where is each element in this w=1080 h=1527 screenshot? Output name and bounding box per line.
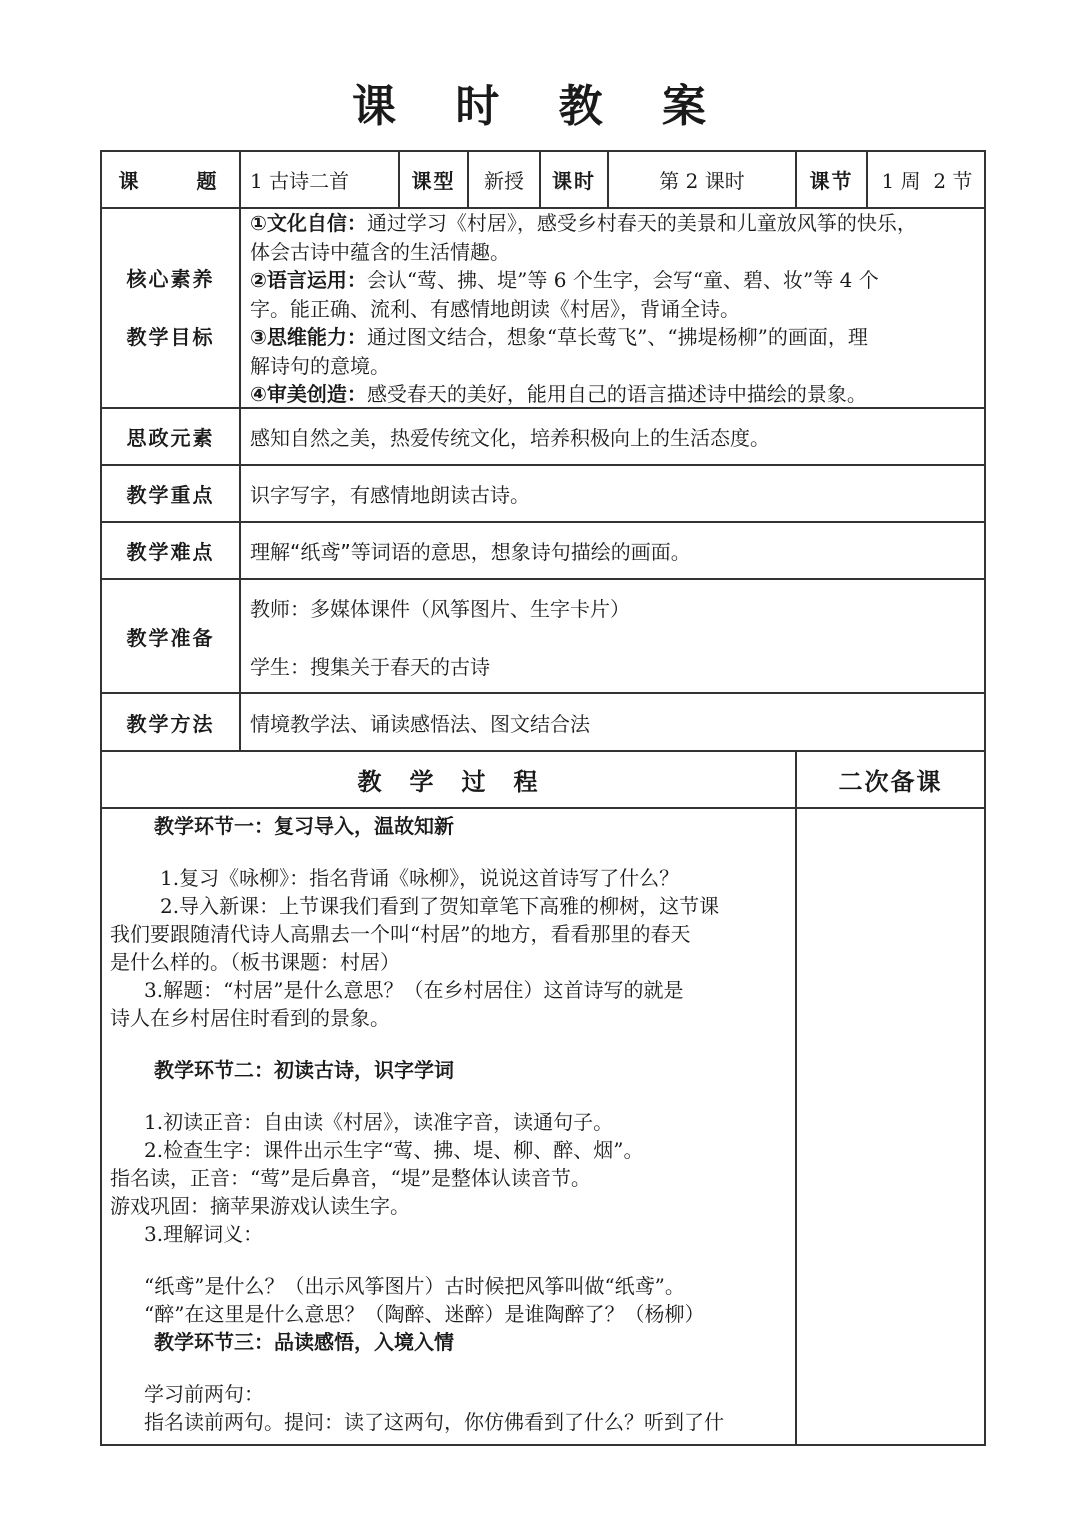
process-step-heading: 教学环节一：复习导入，温故知新 bbox=[154, 814, 454, 838]
goal-item bbox=[250, 209, 978, 238]
goal-continuation: 体会古诗中蕴含的生活情趣。 bbox=[250, 239, 510, 264]
preparation-teacher: 教师：多媒体课件（风筝图片、生字卡片） bbox=[250, 596, 630, 621]
rule bbox=[239, 150, 241, 750]
goal-title: ①文化自信： bbox=[250, 211, 367, 235]
goal-title: ②语言运用： bbox=[250, 268, 367, 292]
key-points-value: 识字写字，有感情地朗读古诗。 bbox=[250, 483, 530, 507]
difficulty-value: 理解“纸鸢”等词语的意思，想象诗句描绘的画面。 bbox=[250, 540, 691, 564]
process-step-heading: 教学环节二：初读古诗，识字学词 bbox=[154, 1058, 454, 1082]
teaching-goals bbox=[250, 209, 978, 409]
process-line: 游戏巩固：摘苹果游戏认读生字。 bbox=[110, 1194, 410, 1218]
process-line: “醉”在这里是什么意思？（陶醉、迷醉）是谁陶醉了？（杨柳） bbox=[144, 1302, 705, 1326]
process-line: “纸鸢”是什么？（出示风筝图片）古时候把风筝叫做“纸鸢”。 bbox=[144, 1274, 685, 1298]
section-label: 课节 bbox=[809, 169, 854, 193]
goal-item bbox=[250, 266, 978, 295]
key-points-label: 教学重点 bbox=[126, 483, 215, 507]
ideology-value: 感知自然之美，热爱传统文化，培养积极向上的生活态度。 bbox=[250, 426, 770, 450]
preparation-label: 教学准备 bbox=[126, 625, 215, 650]
methods-value: 情境教学法、诵读感悟法、图文结合法 bbox=[250, 711, 590, 736]
core-literacy-label: 核心素养 bbox=[126, 266, 215, 291]
topic-value: 1 古诗二首 bbox=[250, 169, 350, 193]
page-title: 课 时 教 案 bbox=[352, 81, 728, 132]
process-line: 3.理解词义： bbox=[144, 1222, 264, 1246]
difficulty-label: 教学难点 bbox=[126, 540, 215, 564]
process-line: 3.解题：“村居”是什么意思？（在乡村居住）这首诗写的就是 bbox=[144, 978, 684, 1002]
process-line: 1.复习《咏柳》：指名背诵《咏柳》，说说这首诗写了什么？ bbox=[160, 866, 680, 890]
process-line: 2.导入新课：上节课我们看到了贺知章笔下高雅的柳树，这节课 bbox=[160, 894, 720, 918]
goal-text: 会认“莺、拂、堤”等 6 个生字，会写“童、碧、妆”等 4 个 bbox=[366, 268, 879, 292]
teaching-goals-label: 教学目标 bbox=[126, 324, 215, 349]
process-line: 指名读，正音：“莺”是后鼻音，“堤”是整体认读音节。 bbox=[110, 1166, 591, 1190]
goal-title: ③思维能力： bbox=[250, 325, 367, 349]
goal-item bbox=[250, 323, 978, 352]
process-line: 2.检查生字：课件出示生字“莺、拂、堤、柳、醉、烟”。 bbox=[144, 1138, 644, 1162]
period-label: 课时 bbox=[552, 169, 596, 193]
teaching-process bbox=[110, 812, 790, 1436]
goal-text: 通过学习《村居》，感受乡村春天的美景和儿童放风筝的快乐， bbox=[366, 211, 917, 235]
goal-continuation: 字。能正确、流利、有感情地朗读《村居》，背诵全诗。 bbox=[250, 296, 740, 321]
ideology-label: 思政元素 bbox=[126, 426, 215, 450]
type-label: 课型 bbox=[411, 169, 456, 193]
goal-text: 感受春天的美好，能用自己的语言描述诗中描绘的景象。 bbox=[366, 382, 867, 406]
topic-label: 课 题 bbox=[118, 169, 223, 193]
process-line: 诗人在乡村居住时看到的景象。 bbox=[110, 1006, 390, 1030]
period-value: 第 2 课时 bbox=[659, 169, 745, 193]
rule bbox=[100, 807, 986, 809]
section-value: 1 周 2 节 bbox=[881, 169, 973, 193]
second-prep-heading: 二次备课 bbox=[838, 768, 943, 796]
process-line: 1.初读正音：自由读《村居》，读准字音，读通句子。 bbox=[144, 1110, 614, 1134]
process-line: 学习前两句： bbox=[144, 1382, 264, 1406]
methods-label: 教学方法 bbox=[126, 711, 215, 736]
type-value: 新授 bbox=[484, 169, 524, 193]
goal-text: 通过图文结合，想象“草长莺飞”、“拂堤杨柳”的画面，理 bbox=[366, 325, 868, 349]
goal-item bbox=[250, 380, 978, 409]
process-line: 是什么样的。（板书课题：村居） bbox=[110, 950, 400, 974]
goal-continuation: 解诗句的意境。 bbox=[250, 353, 390, 378]
process-line: 指名读前两句。提问：读了这两句，你仿佛看到了什么？听到了什 bbox=[144, 1410, 724, 1434]
preparation-student: 学生：搜集关于春天的古诗 bbox=[250, 654, 490, 679]
rule bbox=[795, 750, 797, 1446]
process-line: 我们要跟随清代诗人高鼎去一个叫“村居”的地方，看看那里的春天 bbox=[110, 922, 691, 946]
process-step-heading: 教学环节三：品读感悟，入境入情 bbox=[154, 1330, 454, 1354]
process-heading: 教 学 过 程 bbox=[357, 768, 540, 796]
goal-title: ④审美创造： bbox=[250, 382, 367, 406]
